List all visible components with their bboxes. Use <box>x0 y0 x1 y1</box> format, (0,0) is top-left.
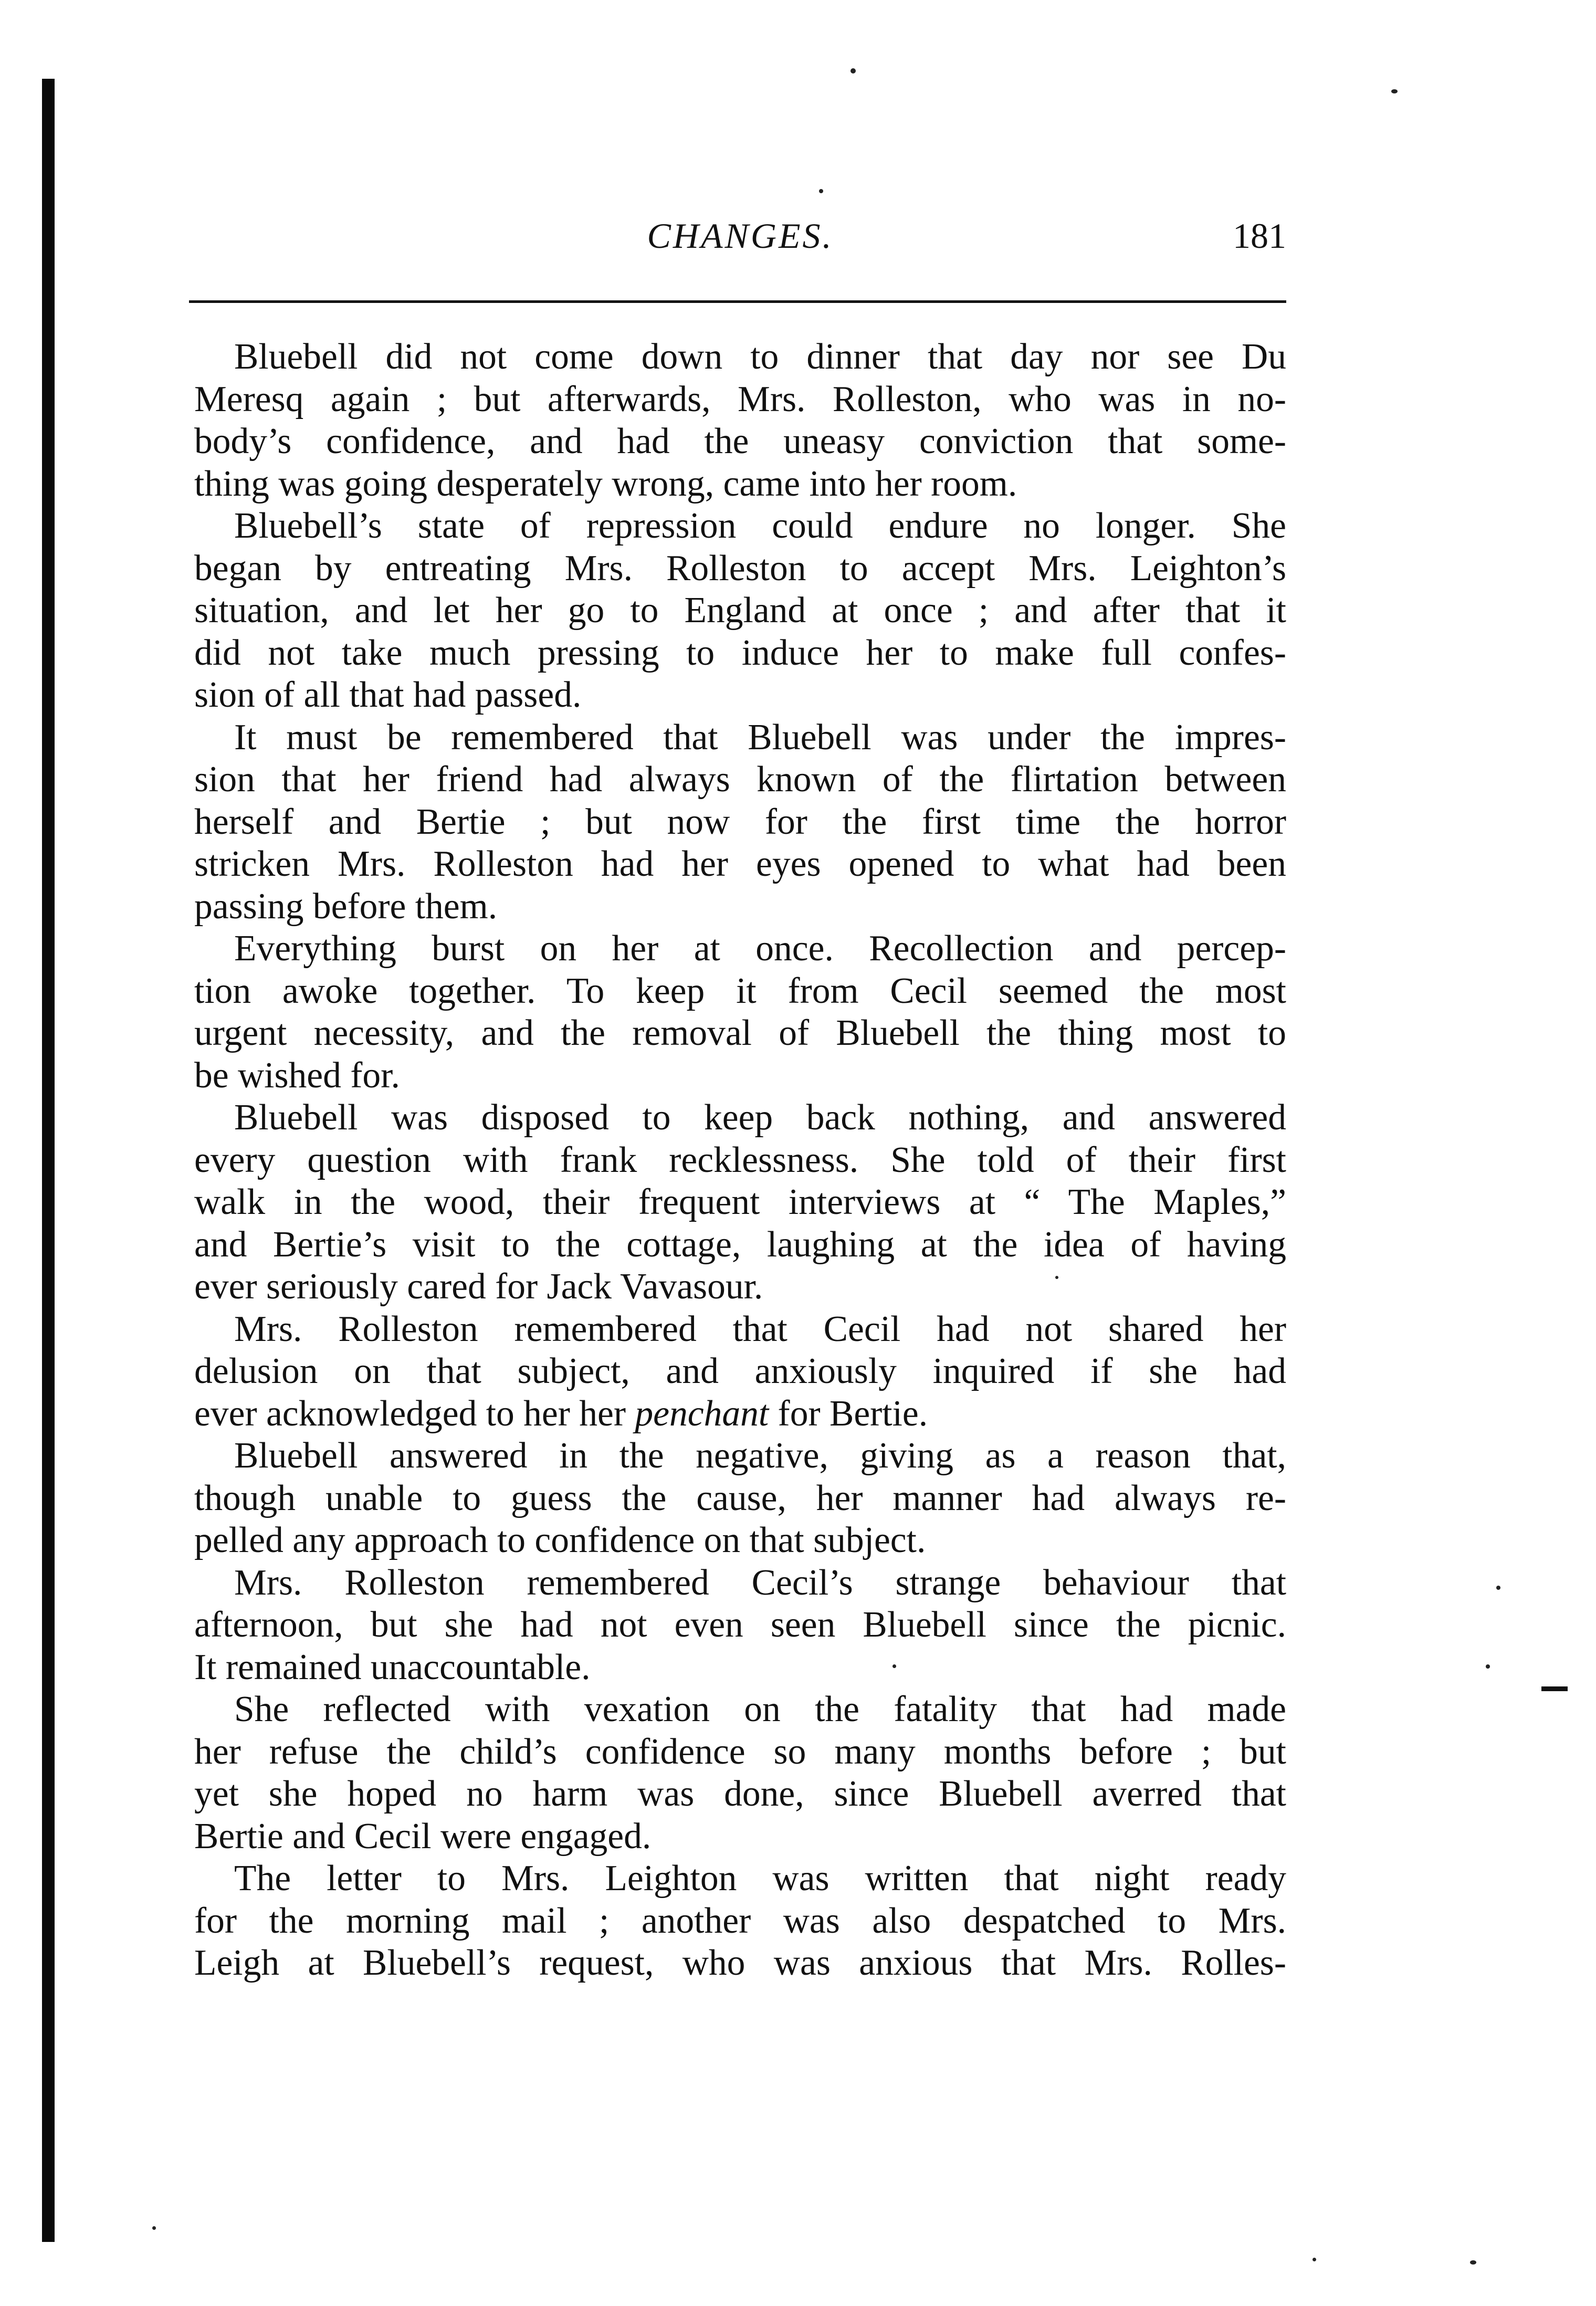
text-line: Everything burst on her at once. Recollection and percep- <box>234 928 1286 969</box>
text-line: Bluebell answered in the negative, giving as a reason that, <box>234 1435 1286 1476</box>
header-rule <box>189 300 1286 303</box>
text-line: Bluebell was disposed to keep back nothing, and answered <box>234 1097 1286 1138</box>
text-line-part: for Bertie. <box>769 1393 928 1434</box>
text-line: delusion on that subject, and anxiously inquired if she had <box>194 1351 1286 1391</box>
text-line: and Bertie’s visit to the cottage, laughing at the idea of having <box>194 1224 1286 1265</box>
text-line: Bluebell’s state of repression could endure no longer. She <box>234 506 1286 546</box>
text-line: urgent necessity, and the removal of Bluebell the thing most to <box>194 1013 1286 1053</box>
body-text <box>194 336 1286 1985</box>
running-title: CHANGES. <box>647 216 834 256</box>
text-line: situation, and let her go to England at once ; and after that it <box>194 590 1286 631</box>
text-line: be wished for. <box>194 1055 400 1096</box>
text-line: began by entreating Mrs. Rolleston to accept Mrs. Leighton’s <box>194 548 1286 589</box>
text-line: did not take much pressing to induce her to make full confes- <box>194 632 1286 673</box>
text-line: though unable to guess the cause, her manner had always re- <box>194 1477 1286 1518</box>
text-line: Bertie and Cecil were engaged. <box>194 1816 652 1857</box>
text-line: herself and Bertie ; but now for the first time the horror <box>194 801 1286 842</box>
text-line: thing was going desperately wrong, came into her room. <box>194 463 1017 504</box>
text-line: her refuse the child’s confidence so many months before ; but <box>194 1731 1286 1772</box>
text-line: Meresq again ; but afterwards, Mrs. Rolleston, who was in no- <box>194 379 1286 420</box>
text-line: Mrs. Rolleston remembered Cecil’s strange behaviour that <box>234 1562 1286 1603</box>
text-line: passing before them. <box>194 886 498 927</box>
text-line: for the morning mail ; another was also despatched to Mrs. <box>194 1900 1286 1941</box>
text-line: ever seriously cared for Jack Vavasour. <box>194 1266 763 1307</box>
text-line: walk in the wood, their frequent interviews at “ The Maples,” <box>194 1182 1286 1222</box>
text-line: She reflected with vexation on the fatality that had made <box>234 1689 1286 1730</box>
text-line: body’s confidence, and had the uneasy conviction that some- <box>194 421 1286 462</box>
text-line: tion awoke together. To keep it from Cecil seemed the most <box>194 970 1286 1011</box>
italic-word: penchant <box>635 1393 769 1434</box>
text-line: Bluebell did not come down to dinner that day nor see Du <box>234 337 1286 377</box>
running-head <box>194 215 1286 273</box>
text-line: It must be remembered that Bluebell was under the impres- <box>234 717 1286 758</box>
page-number: 181 <box>1233 216 1286 256</box>
text-line: every question with frank recklessness. She told of their first <box>194 1139 1286 1180</box>
text-line: It remained unaccountable. <box>194 1647 591 1687</box>
text-line: stricken Mrs. Rolleston had her eyes opened to what had been <box>194 844 1286 884</box>
text-line: sion that her friend had always known of the flirtation between <box>194 759 1286 800</box>
text-line <box>194 1393 1286 1435</box>
text-line: Leigh at Bluebell’s request, who was anxious that Mrs. Rolles- <box>194 1943 1286 1983</box>
binding-edge <box>42 79 55 2242</box>
margin-mark <box>1541 1686 1568 1691</box>
text-line: yet she hoped no harm was done, since Bluebell averred that <box>194 1774 1286 1814</box>
text-line: The letter to Mrs. Leighton was written that night ready <box>234 1858 1286 1899</box>
text-line-part: ever acknowledged to her her <box>194 1393 635 1434</box>
text-line: afternoon, but she had not even seen Bluebell since the picnic. <box>194 1605 1286 1645</box>
text-line: sion of all that had passed. <box>194 675 582 715</box>
text-line: pelled any approach to confidence on that subject. <box>194 1520 926 1560</box>
text-line: Mrs. Rolleston remembered that Cecil had not shared her <box>234 1308 1286 1349</box>
